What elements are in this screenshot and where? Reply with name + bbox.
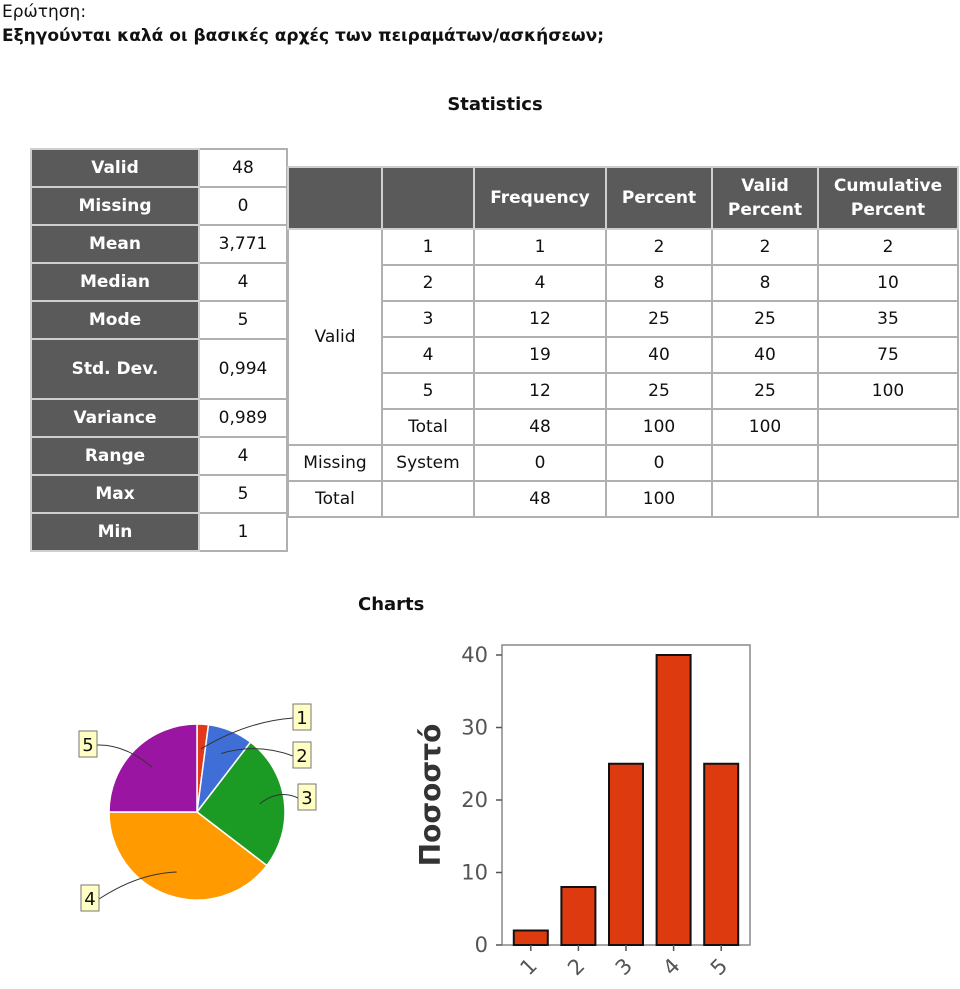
pie-slice-5 (109, 724, 197, 812)
pie-label-2: 2 (296, 746, 308, 767)
table-cell: 4 (474, 265, 606, 301)
table-cell: 2 (818, 229, 958, 265)
table-row (31, 263, 287, 301)
header-cumulative-percent: Cumulative Percent (818, 167, 958, 229)
table-cell: 0 (606, 445, 712, 481)
pie-label-5: 5 (82, 735, 94, 756)
header-cell (382, 167, 474, 229)
valid-group-label: Valid (288, 229, 382, 445)
stat-label: Variance (31, 399, 199, 437)
header-valid-percent: Valid Percent (712, 167, 818, 229)
table-cell: 25 (606, 301, 712, 337)
stat-value: 0,994 (199, 339, 287, 399)
header-frequency: Frequency (474, 167, 606, 229)
table-cell: 1 (382, 229, 474, 265)
table-cell: 4 (382, 337, 474, 373)
table-cell: Total (288, 481, 382, 517)
table-row (31, 149, 287, 187)
table-row (288, 445, 958, 481)
statistics-title: Statistics (447, 94, 543, 115)
stat-value: 0,989 (199, 399, 287, 437)
table-row (31, 399, 287, 437)
table-cell: 5 (382, 373, 474, 409)
table-cell: Missing (288, 445, 382, 481)
table-cell: 12 (474, 373, 606, 409)
table-row (288, 373, 958, 409)
table-cell: 25 (712, 373, 818, 409)
table-row (31, 513, 287, 551)
table-row (288, 481, 958, 517)
table-row (31, 475, 287, 513)
table-cell (818, 481, 958, 517)
frequency-table (287, 166, 959, 518)
table-cell: 100 (712, 409, 818, 445)
stat-value: 5 (199, 475, 287, 513)
question-label: Ερώτηση: (2, 2, 87, 22)
table-cell: 10 (818, 265, 958, 301)
table-cell: 75 (818, 337, 958, 373)
stat-label: Max (31, 475, 199, 513)
y-tick-label: 0 (474, 933, 488, 957)
table-cell: 2 (712, 229, 818, 265)
table-row (31, 301, 287, 339)
pie-label-1: 1 (296, 708, 308, 729)
table-cell (712, 481, 818, 517)
y-tick-label: 10 (461, 860, 488, 885)
table-cell: 48 (474, 481, 606, 517)
x-tick-label: 4 (658, 953, 685, 981)
table-cell (712, 445, 818, 481)
table-cell: 40 (606, 337, 712, 373)
table-row (31, 437, 287, 475)
stat-value: 1 (199, 513, 287, 551)
table-cell: 35 (818, 301, 958, 337)
table-cell: 25 (606, 373, 712, 409)
table-cell: 3 (382, 301, 474, 337)
x-tick-label: 3 (610, 953, 638, 981)
bar-1 (514, 931, 548, 946)
table-cell: 100 (818, 373, 958, 409)
stat-label: Mean (31, 225, 199, 263)
table-cell (818, 409, 958, 445)
pie-label-3: 3 (301, 788, 313, 809)
y-axis-label: Ποσοστό (414, 723, 447, 867)
stat-label: Valid (31, 149, 199, 187)
table-cell: 8 (712, 265, 818, 301)
stat-label: Range (31, 437, 199, 475)
table-row (288, 265, 958, 301)
table-row (31, 339, 287, 399)
bar-3 (609, 764, 643, 945)
table-cell: 100 (606, 481, 712, 517)
stat-value: 0 (199, 187, 287, 225)
stat-label: Mode (31, 301, 199, 339)
table-cell: 1 (474, 229, 606, 265)
question-text: Εξηγούνται καλά οι βασικές αρχές των πειραμάτων/ασκήσεων; (2, 26, 605, 46)
stat-value: 5 (199, 301, 287, 339)
stat-value: 48 (199, 149, 287, 187)
header-cell (288, 167, 382, 229)
table-cell (818, 445, 958, 481)
table-header-row (288, 167, 958, 229)
bar-4 (657, 655, 691, 945)
charts-title: Charts (358, 594, 425, 615)
stat-value: 4 (199, 263, 287, 301)
stat-label: Min (31, 513, 199, 551)
table-cell (382, 481, 474, 517)
table-row (288, 409, 958, 445)
x-tick-label: 5 (705, 953, 733, 981)
pie-chart (0, 640, 360, 980)
table-cell: 12 (474, 301, 606, 337)
x-tick-label: 2 (563, 953, 590, 981)
table-cell: 25 (712, 301, 818, 337)
stat-label: Missing (31, 187, 199, 225)
y-tick-label: 30 (461, 715, 488, 740)
table-row (288, 337, 958, 373)
table-row (288, 229, 958, 265)
x-tick-label: 1 (515, 953, 542, 981)
table-cell: System (382, 445, 474, 481)
y-tick-label: 40 (461, 643, 488, 667)
bar-5 (704, 764, 738, 945)
table-cell: 48 (474, 409, 606, 445)
table-cell: Total (382, 409, 474, 445)
table-row (31, 187, 287, 225)
table-row (288, 301, 958, 337)
table-cell: 0 (474, 445, 606, 481)
table-cell: 2 (606, 229, 712, 265)
y-tick-label: 20 (461, 788, 488, 812)
header-percent: Percent (606, 167, 712, 229)
stat-value: 3,771 (199, 225, 287, 263)
table-cell: 2 (382, 265, 474, 301)
stat-value: 4 (199, 437, 287, 475)
table-cell: 100 (606, 409, 712, 445)
stat-label: Median (31, 263, 199, 301)
table-cell: 19 (474, 337, 606, 373)
bar-chart (400, 630, 780, 989)
stat-label: Std. Dev. (31, 339, 199, 399)
statistics-table (30, 148, 288, 552)
table-cell: 8 (606, 265, 712, 301)
pie-label-4: 4 (84, 889, 96, 910)
bar-2 (561, 887, 595, 945)
table-row (31, 225, 287, 263)
table-cell: 40 (712, 337, 818, 373)
